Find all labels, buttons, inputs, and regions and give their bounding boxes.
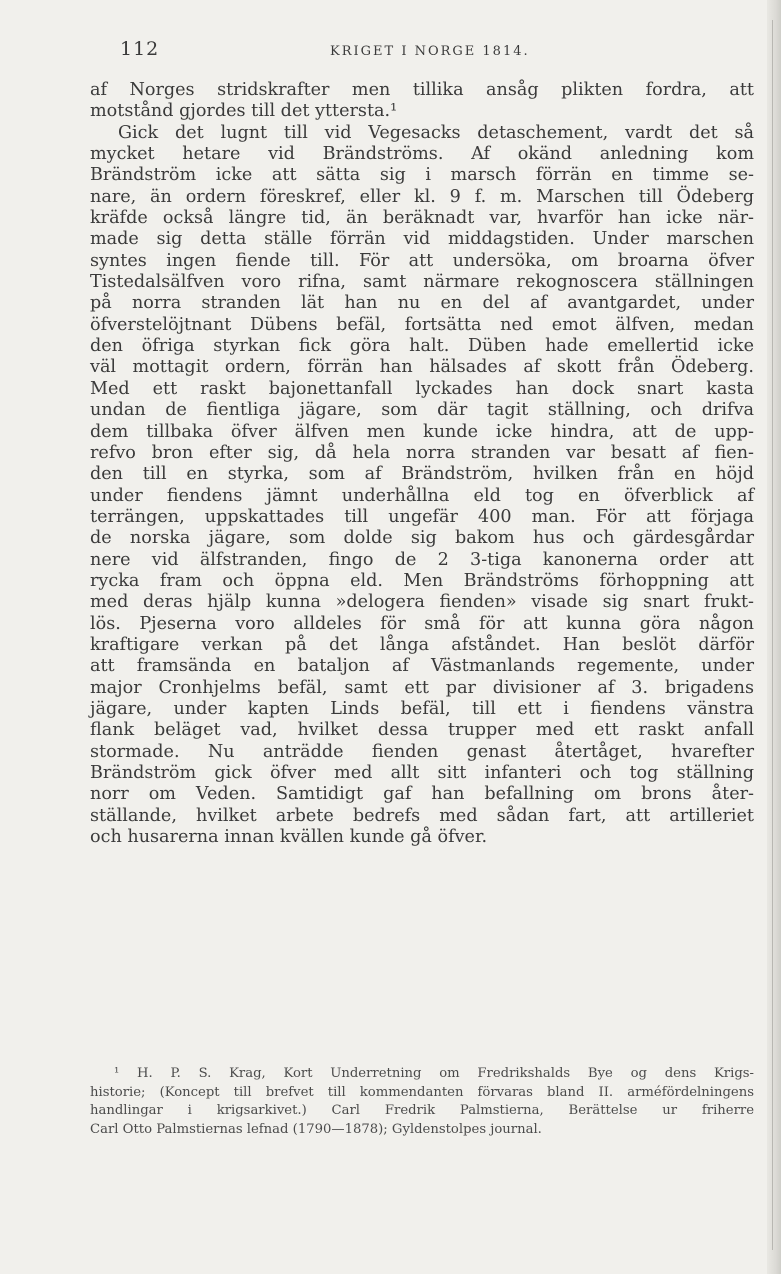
text-line: Brändström icke att sätta sig i marsch förrän en timme se-	[90, 165, 754, 186]
footnote-line: historie; (Koncept till brefvet till kommendanten förvaras bland II. arméfördelningens	[90, 1084, 754, 1100]
text-line: Tistedalsälfven voro rifna, samt närmare rekognoscera ställningen	[90, 272, 754, 293]
text-line: på norra stranden lät han nu en del af avantgardet, under	[90, 293, 754, 314]
page-number: 112	[120, 38, 160, 60]
text-line: refvo bron efter sig, då hela norra stranden var besatt af fien-	[90, 442, 754, 463]
text-line: dem tillbaka öfver älfven men kunde icke hindra, att de upp-	[90, 421, 754, 442]
text-line: rycka fram och öppna eld. Men Brändströms förhoppning att	[90, 570, 754, 591]
text-line: kräfde också längre tid, än beräknadt var, hvarför han icke när-	[90, 208, 754, 229]
footnotes	[90, 1065, 754, 1139]
footnote-line: ¹ H. P. S. Krag, Kort Underretning om Fredrikshalds Bye og dens Krigs-	[114, 1066, 754, 1081]
text-line: att framsända en bataljon af Västmanlands regemente, under	[90, 656, 754, 677]
text-line: norr om Veden. Samtidigt gaf han befallning om brons åter-	[90, 784, 754, 805]
text-line: terrängen, uppskattades till ungefär 400 man. För att förjaga	[90, 506, 754, 527]
text-line: syntes ingen fiende till. För att undersöka, om broarna öfver	[90, 250, 754, 271]
text-line: med deras hjälp kunna »delogera fienden» visade sig snart frukt-	[90, 592, 754, 613]
text-line: kraftigare verkan på det långa afståndet. Han beslöt därför	[90, 634, 754, 655]
page-edge	[767, 0, 781, 1274]
text-line: nare, än ordern föreskref, eller kl. 9 f. m. Marschen till Ödeberg	[90, 186, 754, 207]
text-line: jägare, under kapten Linds befäl, till ett i fiendens vänstra	[90, 698, 754, 719]
body-text	[90, 80, 754, 848]
text-line: stormade. Nu anträdde fienden genast återtåget, hvarefter	[90, 741, 754, 762]
text-line: Med ett raskt bajonettanfall lyckades han dock snart kasta	[90, 378, 754, 399]
text-line: major Cronhjelms befäl, samt ett par divisioner af 3. brigadens	[90, 677, 754, 698]
text-line: flank beläget vad, hvilket dessa trupper med ett raskt anfall	[90, 720, 754, 741]
text-line: och husarerna innan kvällen kunde gå öfver.	[90, 827, 488, 848]
footnote-line: Carl Otto Palmstiernas lefnad (1790—1878); Gyldenstolpes journal.	[90, 1121, 542, 1137]
text-line: made sig detta ställe förrän vid middagstiden. Under marschen	[90, 229, 754, 250]
text-line: motstånd gjordes till det yttersta.¹	[90, 101, 398, 122]
text-line: mycket hetare vid Brändströms. Af okänd anledning kom	[90, 144, 754, 165]
running-head: KRIGET I NORGE 1814.	[330, 44, 530, 59]
text-line: under fiendens jämnt underhållna eld tog en öfverblick af	[90, 485, 754, 506]
text-line: ställande, hvilket arbete bedrefs med sådan fart, att artilleriet	[90, 805, 754, 826]
text-line: öfverstelöjtnant Dübens befäl, fortsätta ned emot älfven, medan	[90, 314, 754, 335]
text-line: den till en styrka, som af Brändström, hvilken från en höjd	[90, 464, 754, 485]
text-line: den öfriga styrkan fick göra halt. Düben hade emellertid icke	[90, 336, 754, 357]
text-line: undan de fientliga jägare, som där tagit ställning, och drifva	[90, 400, 754, 421]
text-line: Brändström gick öfver med allt sitt infanteri och tog ställning	[90, 763, 754, 783]
text-line: nere vid älfstranden, fingo de 2 3-tiga kanonerna order att	[90, 549, 754, 570]
text-line: de norska jägare, som dolde sig bakom hus och gärdesgårdar	[90, 528, 754, 549]
page-header	[120, 38, 740, 66]
text-line: Gick det lugnt till vid Vegesacks detaschement, vardt det så	[118, 122, 754, 143]
text-line: af Norges stridskrafter men tillika ansåg plikten fordra, att	[90, 80, 754, 100]
text-line: väl mottagit ordern, förrän han hälsades af skott från Ödeberg.	[90, 357, 754, 378]
footnote-line: handlingar i krigsarkivet.) Carl Fredrik Palmstierna, Berättelse ur friherre	[90, 1103, 754, 1118]
text-line: lös. Pjeserna voro alldeles för små för att kunna göra någon	[90, 613, 754, 634]
page-edge-line	[772, 20, 773, 1250]
